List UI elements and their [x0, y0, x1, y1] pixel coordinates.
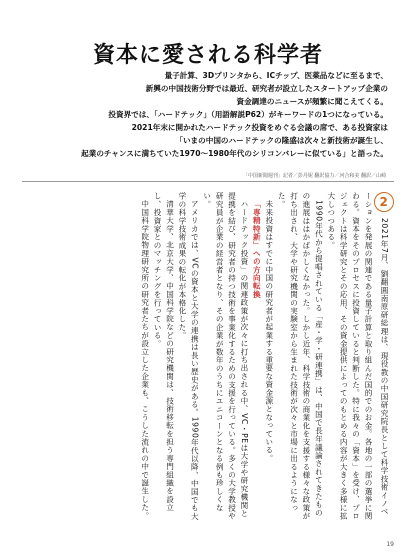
body-paragraph: 1990年代から提唱されている「産・学・研連携」は、中国で長年議論されてきたものの進展ははかばかしくなかった。しかし近年、科学技術の商業化を支援する様々な政策が打ち出され、大学や研究機関の実験室から生まれた技術が次々と市場に出るようになった。 [277, 192, 324, 520]
lead-paragraph [24, 69, 388, 160]
body-paragraph: アメリカでは、VCの資本と大学の連携は長い歴史がある。1990年代以降、中国でも大学の科学技術成果の転化が本格化した。 [177, 192, 200, 520]
page-number: 19 [386, 541, 394, 548]
lead-line: 2021年末に開かれたハードテック投資をめぐる会議の席で、ある投資家は [131, 123, 388, 132]
lead-line: 「いまの中国のハードテックの隆盛は次々と新技術が誕生し、 [175, 136, 388, 145]
article-title: 資本に愛される科学者 [92, 43, 323, 68]
section-subheading: 「専精特新」への方向転換 [252, 199, 262, 298]
byline-credit: 「中国新聞週刊」記者／彭丹妮 翻訳協力／河合和美 翻訳／山崎 [242, 173, 386, 179]
divider [22, 181, 394, 182]
lead-line: 資金調達のニュースが頻繁に聞こえてくる。 [236, 97, 388, 106]
lead-line: 投資界では、「ハードテック」（用語解説P62）がキーワードの1つになっている。 [108, 110, 388, 119]
body-paragraph: 清華大学、北京大学、中国科学院などの研究機関は、技術移転を担う専門組織を設立し、投資家とのマッチングを行っている。 [153, 192, 175, 512]
article-body [22, 192, 394, 520]
lead-line: 量子計算、3Dプリンタから、ICチップ、医薬品などに至るまで、 [164, 71, 388, 80]
lead-line: 起業のチャンスに満ちていた1970～1980年代のシリコンバレーに似ている」と語った。 [81, 149, 388, 158]
body-paragraph: ハードテック投資」の関連政策が次々に打ち出される中、VC・PEは大学や研究機関と提携を結び、研究者の持つ技術を事業化するための支援を行っている。多くの大学教授や研究員が企業の経営者となり、その企業が数年のうちにユニコーンとなる例も珍しくない。 [202, 192, 249, 520]
body-paragraph: 中国科学院物理研究所の研究者たちが設立した企業も、こうした流れの中で誕生した。 [140, 199, 150, 520]
body-paragraph: 2021年7月、劉翻圓南原研総理は、現役教の中国研究院長として科学技術イノベーションを発展の関連である量子計算と取り組んだ国的でのお金。各地の一部の選挙に関わる。資本をそのプロセスに投資していると判断した。特に我々の「資本」を受け、プロジェクトは科学研究とその応用、その資金提供によってのもとめる内容が大きく多様に拡大しつつある。 [326, 192, 389, 520]
lead-line: 新興の中国技術分野では最近、研究者が設立したスタートアップ企業の [145, 84, 388, 93]
body-paragraph: 未来投資はすでに中国の研究者が起業する重要な資金源となっている。 [264, 199, 274, 462]
chapter-number-badge: 2 [374, 192, 394, 212]
